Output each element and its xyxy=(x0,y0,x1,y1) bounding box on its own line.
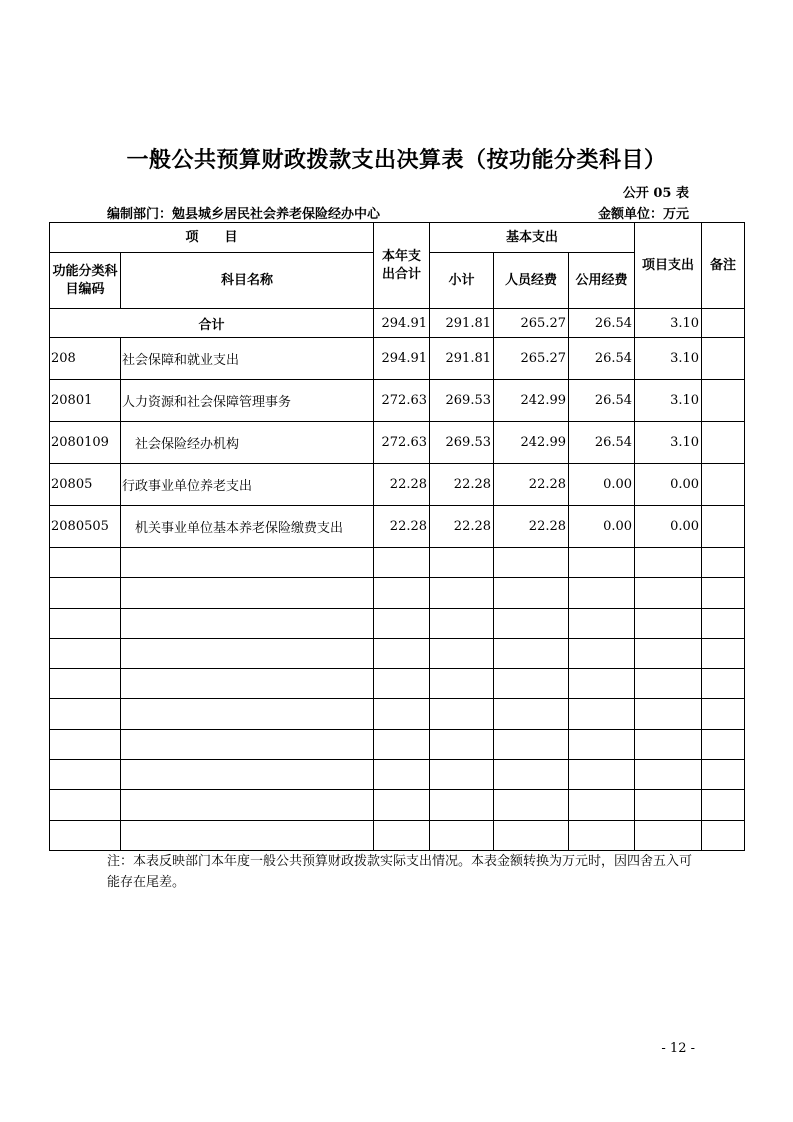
empty-cell xyxy=(494,638,569,668)
row-remark xyxy=(702,464,745,506)
row-name: 行政事业单位养老支出 xyxy=(121,464,374,506)
empty-cell xyxy=(430,699,494,729)
empty-cell xyxy=(121,699,374,729)
empty-cell xyxy=(569,820,635,850)
empty-row xyxy=(50,760,745,790)
row-remark xyxy=(702,338,745,380)
table-row xyxy=(50,380,745,422)
empty-row xyxy=(50,790,745,820)
form-number: 公开 05 表 xyxy=(622,186,689,201)
empty-cell xyxy=(635,638,702,668)
empty-cell xyxy=(430,638,494,668)
empty-cell xyxy=(702,638,745,668)
empty-cell xyxy=(702,669,745,699)
header-subtotal: 小计 xyxy=(430,253,494,309)
row-code: 20805 xyxy=(50,464,121,506)
row-subtotal: 269.53 xyxy=(430,380,494,422)
footnote: 注：本表反映部门本年度一般公共预算财政拨款实际支出情况。本表金额转换为万元时，因四舍五入可能存在尾差。 xyxy=(107,854,693,890)
row-project: 3.10 xyxy=(635,380,702,422)
empty-cell xyxy=(635,729,702,759)
empty-cell xyxy=(569,638,635,668)
row-total: 272.63 xyxy=(374,422,430,464)
empty-cell xyxy=(430,760,494,790)
row-name: 机关事业单位基本养老保险缴费支出 xyxy=(121,506,374,548)
empty-cell xyxy=(494,669,569,699)
empty-cell xyxy=(374,608,430,638)
row-personnel: 265.27 xyxy=(494,338,569,380)
row-total: 22.28 xyxy=(374,464,430,506)
empty-cell xyxy=(569,578,635,608)
row-project: 0.00 xyxy=(635,464,702,506)
empty-cell xyxy=(121,669,374,699)
empty-cell xyxy=(121,820,374,850)
row-personnel: 22.28 xyxy=(494,506,569,548)
row-public: 26.54 xyxy=(569,338,635,380)
page-number: - 12 - xyxy=(661,1041,695,1056)
row-public: 26.54 xyxy=(569,380,635,422)
empty-cell xyxy=(50,578,121,608)
total-personnel: 265.27 xyxy=(494,309,569,338)
row-remark xyxy=(702,380,745,422)
empty-cell xyxy=(494,578,569,608)
empty-cell xyxy=(374,790,430,820)
empty-cell xyxy=(635,669,702,699)
row-total: 294.91 xyxy=(374,338,430,380)
header-total: 本年支出合计 xyxy=(374,223,430,309)
header-basic: 基本支出 xyxy=(430,223,635,253)
empty-cell xyxy=(569,760,635,790)
empty-row xyxy=(50,820,745,850)
empty-cell xyxy=(121,638,374,668)
row-public: 0.00 xyxy=(569,464,635,506)
header-remark: 备注 xyxy=(702,223,745,309)
empty-cell xyxy=(635,760,702,790)
row-name: 社会保险经办机构 xyxy=(121,422,374,464)
header-public: 公用经费 xyxy=(569,253,635,309)
empty-cell xyxy=(702,820,745,850)
row-total: 272.63 xyxy=(374,380,430,422)
empty-cell xyxy=(430,578,494,608)
row-subtotal: 291.81 xyxy=(430,338,494,380)
empty-cell xyxy=(374,760,430,790)
total-label: 合计 xyxy=(50,309,374,338)
empty-cell xyxy=(430,820,494,850)
empty-cell xyxy=(494,548,569,578)
row-subtotal: 269.53 xyxy=(430,422,494,464)
empty-cell xyxy=(121,548,374,578)
row-name: 社会保障和就业支出 xyxy=(121,338,374,380)
empty-cell xyxy=(50,729,121,759)
empty-cell xyxy=(702,548,745,578)
empty-cell xyxy=(702,790,745,820)
empty-cell xyxy=(50,638,121,668)
empty-cell xyxy=(374,578,430,608)
empty-cell xyxy=(635,699,702,729)
total-row xyxy=(50,309,745,338)
empty-cell xyxy=(50,760,121,790)
table-row xyxy=(50,464,745,506)
empty-cell xyxy=(430,548,494,578)
row-code: 2080109 xyxy=(50,422,121,464)
empty-cell xyxy=(50,669,121,699)
row-remark xyxy=(702,422,745,464)
empty-cell xyxy=(494,729,569,759)
empty-cell xyxy=(50,548,121,578)
empty-cell xyxy=(121,760,374,790)
empty-cell xyxy=(121,608,374,638)
empty-cell xyxy=(121,578,374,608)
empty-cell xyxy=(430,608,494,638)
row-public: 26.54 xyxy=(569,422,635,464)
empty-cell xyxy=(374,548,430,578)
empty-cell xyxy=(569,548,635,578)
header-project: 项目支出 xyxy=(635,223,702,309)
empty-row xyxy=(50,578,745,608)
empty-cell xyxy=(569,669,635,699)
empty-cell xyxy=(569,699,635,729)
row-name: 人力资源和社会保障管理事务 xyxy=(121,380,374,422)
empty-cell xyxy=(569,608,635,638)
empty-cell xyxy=(50,608,121,638)
total-remark xyxy=(702,309,745,338)
empty-cell xyxy=(569,729,635,759)
empty-cell xyxy=(494,760,569,790)
row-project: 3.10 xyxy=(635,338,702,380)
row-subtotal: 22.28 xyxy=(430,464,494,506)
empty-cell xyxy=(374,669,430,699)
empty-row xyxy=(50,729,745,759)
row-subtotal: 22.28 xyxy=(430,506,494,548)
row-project: 0.00 xyxy=(635,506,702,548)
empty-cell xyxy=(50,820,121,850)
empty-cell xyxy=(494,820,569,850)
empty-cell xyxy=(121,790,374,820)
total-subtotal: 291.81 xyxy=(430,309,494,338)
row-code: 20801 xyxy=(50,380,121,422)
empty-cell xyxy=(635,820,702,850)
empty-cell xyxy=(374,699,430,729)
empty-row xyxy=(50,548,745,578)
header-item: 项 目 xyxy=(50,223,374,253)
table-row xyxy=(50,422,745,464)
amount-unit-label: 金额单位：万元 xyxy=(597,207,689,222)
empty-cell xyxy=(635,548,702,578)
empty-row xyxy=(50,669,745,699)
row-project: 3.10 xyxy=(635,422,702,464)
empty-cell xyxy=(50,790,121,820)
empty-cell xyxy=(635,608,702,638)
empty-cell xyxy=(50,699,121,729)
row-personnel: 22.28 xyxy=(494,464,569,506)
department-label: 编制部门：勉县城乡居民社会养老保险经办中心 xyxy=(107,207,381,222)
row-code: 2080505 xyxy=(50,506,121,548)
empty-cell xyxy=(569,790,635,820)
empty-cell xyxy=(430,790,494,820)
empty-cell xyxy=(702,578,745,608)
empty-cell xyxy=(430,669,494,699)
expenditure-table xyxy=(49,222,745,851)
empty-row xyxy=(50,699,745,729)
header-personnel: 人员经费 xyxy=(494,253,569,309)
empty-cell xyxy=(430,729,494,759)
row-total: 22.28 xyxy=(374,506,430,548)
row-public: 0.00 xyxy=(569,506,635,548)
page-title: 一般公共预算财政拨款支出决算表（按功能分类科目） xyxy=(126,147,667,173)
row-remark xyxy=(702,506,745,548)
total-total: 294.91 xyxy=(374,309,430,338)
total-public: 26.54 xyxy=(569,309,635,338)
table-row xyxy=(50,506,745,548)
row-personnel: 242.99 xyxy=(494,380,569,422)
row-code: 208 xyxy=(50,338,121,380)
empty-cell xyxy=(494,608,569,638)
empty-row xyxy=(50,608,745,638)
empty-cell xyxy=(702,729,745,759)
empty-row xyxy=(50,638,745,668)
empty-cell xyxy=(374,820,430,850)
empty-cell xyxy=(494,699,569,729)
empty-cell xyxy=(121,729,374,759)
empty-cell xyxy=(635,790,702,820)
empty-cell xyxy=(702,760,745,790)
empty-cell xyxy=(494,790,569,820)
empty-cell xyxy=(702,699,745,729)
empty-cell xyxy=(702,608,745,638)
header-code: 功能分类科目编码 xyxy=(50,253,121,309)
empty-cell xyxy=(635,578,702,608)
row-personnel: 242.99 xyxy=(494,422,569,464)
table-row xyxy=(50,338,745,380)
empty-cell xyxy=(374,729,430,759)
empty-cell xyxy=(374,638,430,668)
total-project: 3.10 xyxy=(635,309,702,338)
header-name: 科目名称 xyxy=(121,253,374,309)
